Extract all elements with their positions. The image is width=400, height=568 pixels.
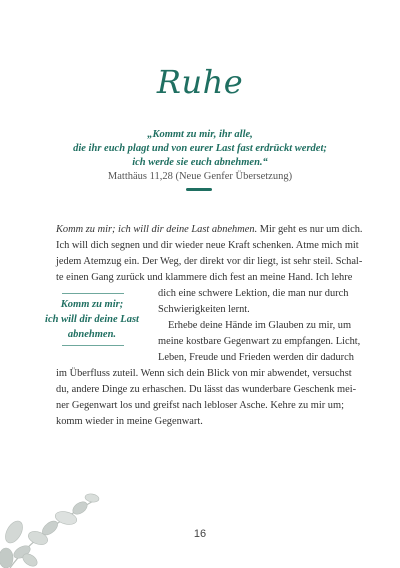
body-line: ner Gegenwart los und greifst nach lebloser Asche. Kehre zu mir um; <box>56 400 344 411</box>
chapter-title: Ruhe <box>156 63 244 101</box>
page-number: 16 <box>193 528 207 540</box>
body-line: Schwierigkeiten lernt. <box>158 304 250 315</box>
divider-rule <box>186 188 212 191</box>
pullquote-rule-top <box>62 293 124 294</box>
body-line: im Überfluss zuteil. Wenn sich dein Blick von mir abwendet, versuchst <box>56 368 352 379</box>
body-line: dich eine schwere Lektion, die man nur durch <box>158 288 349 299</box>
quote-line: ich werde sie euch abnehmen.“ <box>132 157 268 168</box>
pullquote-line: ich will dir deine Last <box>45 314 139 325</box>
bible-quote <box>40 128 360 170</box>
body-line: Erhebe deine Hände im Glauben zu mir, um <box>168 320 352 331</box>
body-line <box>56 222 363 238</box>
pullquote-line: abnehmen. <box>67 329 117 340</box>
body-italic-lead: Komm zu mir; ich will dir deine Last abnehmen. <box>56 224 258 235</box>
pullquote-rule-bottom <box>62 345 124 346</box>
body-line: jedem Atemzug ein. Der Weg, der direkt vor dir liegt, ist sehr steil. Schal- <box>56 256 363 267</box>
eucalyptus-illustration <box>0 440 120 568</box>
pullquote-line: Komm zu mir; <box>60 299 124 310</box>
body-line: te einen Gang zurück und klammere dich fest an meine Hand. Ich lehre <box>56 272 353 283</box>
quote-line: die ihr euch plagt und von eurer Last fast erdrückt werdet; <box>73 143 327 154</box>
quote-source: Matthäus 11,28 (Neue Genfer Übersetzung) <box>107 171 293 182</box>
body-text: Mir geht es nur um dich. <box>257 224 363 235</box>
body-line: Ich will dich segnen und dir wieder neue Kraft schenken. Atme mich mit <box>56 240 359 251</box>
body-line: meine kostbare Gegenwart zu empfangen. Licht, <box>158 336 361 347</box>
body-line: Leben, Freude und Frieden werden dir dadurch <box>158 352 354 363</box>
pull-quote <box>30 297 154 342</box>
quote-line: „Kommt zu mir, ihr alle, <box>147 129 253 140</box>
body-line: komm wieder in meine Gegenwart. <box>56 416 203 427</box>
body-line: du, andere Dinge zu erhaschen. Du lässt das wunderbare Geschenk mei- <box>56 384 357 395</box>
